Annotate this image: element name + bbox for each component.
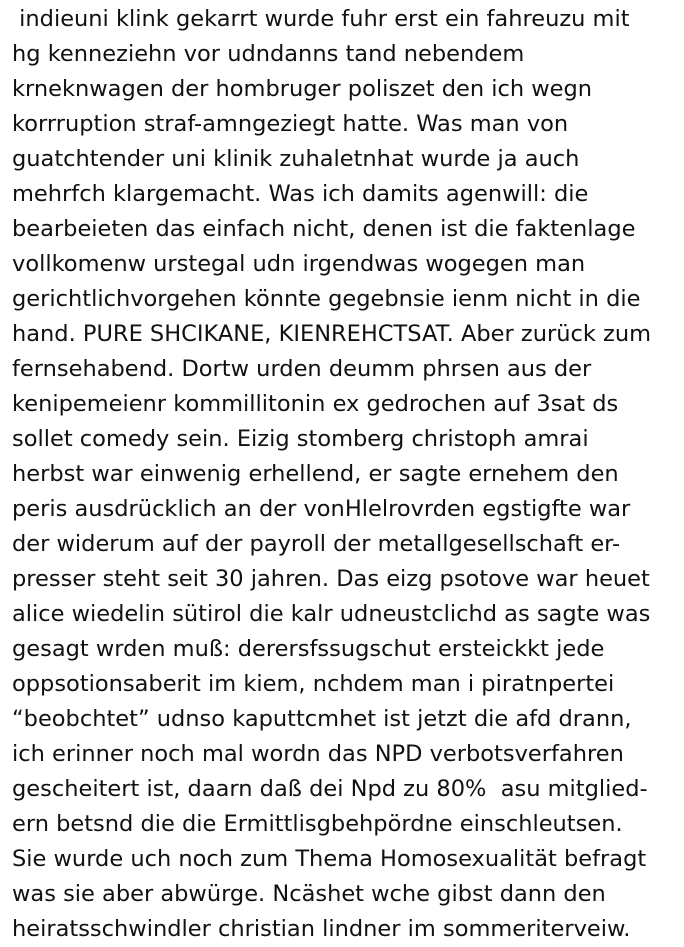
text-line: was sie aber abwürge. Ncäshet wche gibst dann den xyxy=(12,881,606,907)
text-line: hg kenneziehn vor udndanns tand nebendem xyxy=(12,41,525,67)
text-line: oppsotionsaberit im kiem, nchdem man i piratnpertei xyxy=(12,671,615,697)
text-line: kenipemeienr kommillitonin ex gedrochen auf 3sat ds xyxy=(12,391,619,417)
text-line: guatchtender uni klinik zuhaletnhat wurde ja auch xyxy=(12,146,580,172)
text-line: korrruption straf-amngeziegt hatte. Was man von xyxy=(12,111,569,137)
text-line: fernsehabend. Dortw urden deumm phrsen aus der xyxy=(12,356,592,382)
text-line: ich erinner noch mal wordn das NPD verbotsverfahren xyxy=(12,741,624,767)
text-line: ern betsnd die die Ermittlisgbehpördne einschleutsen. xyxy=(12,811,623,837)
text-line: alice wiedelin sütirol die kalr udneustclichd as sagte was xyxy=(12,601,651,627)
text-line: gerichtlichvorgehen könnte gegebnsie ienm nicht in die xyxy=(12,286,641,312)
text-line: “beobchtet” udnso kaputtcmhet ist jetzt die afd drann, xyxy=(12,706,632,732)
text-line: krneknwagen der hombruger poliszet den ich wegn xyxy=(12,76,593,102)
text-line: herbst war einwenig erhellend, er sagte ernehem den xyxy=(12,461,619,487)
text-line: peris ausdrücklich an der vonHlelrovrden egstigfte war xyxy=(12,496,631,522)
text-line: vollkomenw urstegal udn irgendwas wogegen man xyxy=(12,251,586,277)
text-line: der widerum auf der payroll der metallgesellschaft er- xyxy=(12,531,621,557)
text-line: gescheitert ist, daarn daß dei Npd zu 80% asu mitglied- xyxy=(12,776,648,802)
text-line: indieuni klink gekarrt wurde fuhr erst ein fahreuzu mit xyxy=(12,6,630,32)
text-line: hand. PURE SHCIKANE, KIENREHCTSAT. Aber zurück zum xyxy=(12,321,652,347)
text-line: bearbeieten das einfach nicht, denen ist die faktenlage xyxy=(12,216,636,242)
text-line: heiratsschwindler christian lindner im sommeriterveiw. xyxy=(12,916,631,942)
text-line: gesagt wrden muß: derersfssugschut ersteickkt jede xyxy=(12,636,605,662)
text-line: presser steht seit 30 jahren. Das eizg psotove war heuet xyxy=(12,566,650,592)
text-line: sollet comedy sein. Eizig stomberg christoph amrai xyxy=(12,426,589,452)
text-line: mehrfch klargemacht. Was ich damits agenwill: die xyxy=(12,181,589,207)
body-text xyxy=(12,2,684,947)
text-line: Sie wurde uch noch zum Thema Homosexualität befragt xyxy=(12,846,647,872)
